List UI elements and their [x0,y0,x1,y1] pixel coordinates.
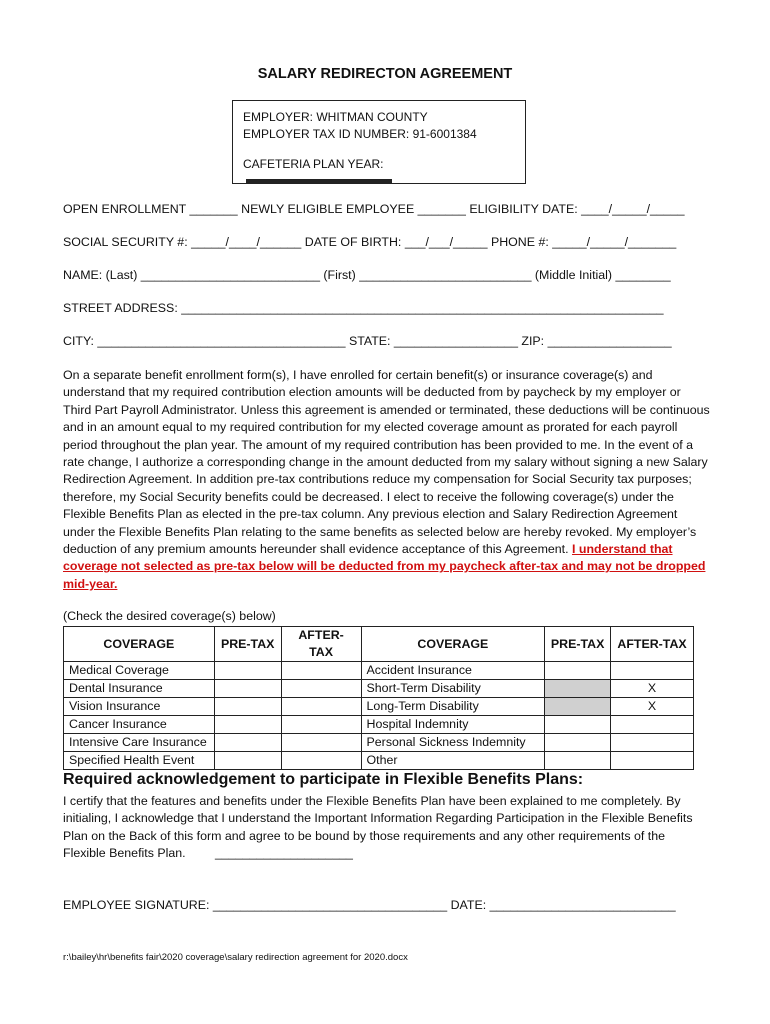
left-aftertax-checkbox[interactable] [281,662,361,680]
coverage-row [64,680,694,698]
street-address-line: STREET ADDRESS: ______________________________________________________________________ [63,301,664,315]
initial-blank[interactable]: ____________________ [215,846,353,861]
left-aftertax-checkbox[interactable] [281,680,361,698]
right-pretax-checkbox[interactable] [545,698,611,716]
right-aftertax-checkbox[interactable] [611,716,694,734]
plan-year-label: CAFETERIA PLAN YEAR: [243,157,384,171]
right-aftertax-checkbox[interactable] [611,662,694,680]
coverage-row [64,734,694,752]
coverage-instruction: (Check the desired coverage(s) below) [63,609,276,623]
left-pretax-checkbox[interactable] [214,662,281,680]
left-pretax-checkbox[interactable] [214,716,281,734]
col-header-aftertax: AFTER-TAX [611,627,694,662]
coverage-table [63,626,694,770]
right-aftertax-checkbox[interactable]: X [611,698,694,716]
right-pretax-checkbox[interactable] [545,716,611,734]
left-aftertax-checkbox[interactable] [281,752,361,770]
right-pretax-checkbox[interactable] [545,752,611,770]
right-aftertax-checkbox[interactable] [611,752,694,770]
file-path-footer: r:\bailey\hr\benefits fair\2020 coverage\salary redirection agreement for 2020.docx [63,952,408,963]
city-state-zip-line: CITY: ____________________________________ STATE: __________________ ZIP: __________________ [63,334,672,348]
coverage-right-label: Accident Insurance [361,662,545,680]
employer-info-box [232,100,526,184]
right-pretax-checkbox[interactable] [545,680,611,698]
coverage-right-label: Personal Sickness Indemnity [361,734,545,752]
coverage-left-label: Medical Coverage [64,662,215,680]
left-pretax-checkbox[interactable] [214,680,281,698]
col-header-coverage: COVERAGE [361,627,545,662]
col-header-pretax: PRE-TAX [214,627,281,662]
coverage-row [64,752,694,770]
left-aftertax-checkbox[interactable] [281,734,361,752]
agreement-text [63,367,711,593]
left-pretax-checkbox[interactable] [214,698,281,716]
coverage-left-label: Dental Insurance [64,680,215,698]
right-aftertax-checkbox[interactable] [611,734,694,752]
plan-year-row [243,156,525,190]
left-aftertax-checkbox[interactable] [281,716,361,734]
right-pretax-checkbox[interactable] [545,662,611,680]
coverage-left-label: Specified Health Event [64,752,215,770]
coverage-right-label: Long-Term Disability [361,698,545,716]
right-pretax-checkbox[interactable] [545,734,611,752]
employer-tax-id: EMPLOYER TAX ID NUMBER: 91-6001384 [243,127,477,141]
acknowledgement-paragraph: I certify that the features and benefits under the Flexible Benefits Plan have been explained to me completely. By initialing, I acknowledge that I understand the Important Information Regarding Participation in the Flexible Benefits Plan on the Back of this form and agree to be bound by those requirements and any other requirements of the Flexible Benefits Plan. [63,794,693,861]
coverage-right-label: Short-Term Disability [361,680,545,698]
coverage-row [64,698,694,716]
employer-name: EMPLOYER: WHITMAN COUNTY [243,110,428,124]
acknowledgement-heading: Required acknowledgement to participate in Flexible Benefits Plans: [63,771,584,788]
page-title: SALARY REDIRECTON AGREEMENT [257,66,513,82]
pretax-warning: I understand that coverage not selected as pre-tax below will be deducted from my paycheck after-tax and may not be dropped mid-year. [63,542,706,591]
col-header-pretax: PRE-TAX [545,627,611,662]
coverage-right-label: Hospital Indemnity [361,716,545,734]
name-line: NAME: (Last) __________________________ (First) _________________________ (Middle Initial) ________ [63,268,671,282]
coverage-row [64,716,694,734]
right-aftertax-checkbox[interactable]: X [611,680,694,698]
col-header-aftertax: AFTER-TAX [281,627,361,662]
coverage-left-label: Vision Insurance [64,698,215,716]
left-aftertax-checkbox[interactable] [281,698,361,716]
ssn-dob-phone-line: SOCIAL SECURITY #: _____/____/______ DATE OF BIRTH: ___/___/_____ PHONE #: _____/_____/_______ [63,235,677,249]
coverage-right-label: Other [361,752,545,770]
coverage-left-label: Cancer Insurance [64,716,215,734]
plan-year-redacted [246,179,392,183]
coverage-header-row [64,627,694,662]
signature-line: EMPLOYEE SIGNATURE: __________________________________ DATE: ___________________________ [63,898,676,912]
coverage-row [64,662,694,680]
coverage-left-label: Intensive Care Insurance [64,734,215,752]
left-pretax-checkbox[interactable] [214,734,281,752]
col-header-coverage: COVERAGE [64,627,215,662]
acknowledgement-text [63,793,711,863]
left-pretax-checkbox[interactable] [214,752,281,770]
enrollment-line: OPEN ENROLLMENT _______ NEWLY ELIGIBLE EMPLOYEE _______ ELIGIBILITY DATE: ____/_____/_____ [63,202,685,216]
agreement-paragraph: On a separate benefit enrollment form(s), I have enrolled for certain benefit(s) or insurance coverage(s) and understand that my required contribution election amounts will be deducted from by paycheck by my employer or Third Part Payroll Administrator. Unless this agreement is amended or terminated, these deductions will be continuous and in an amount equal to my required contribution for my elected coverage amount as prorated for each payroll period throughout the plan year. The amount of my required contribution has been provided to me. In the event of a rate change, I authorize a corresponding change in the amount deducted from my salary without signing a new Salary Redirection Agreement. In addition pre-tax contributions reduce my compensation for Social Security tax purposes; therefore, my Social Security benefits could be decreased. I elect to receive the following coverage(s) under the Flexible Benefits Plan as elected in the pre-tax column. Any previous election and Salary Redirection Agreement under the Flexible Benefits Plan relating to the same benefits as selected below are hereby revoked. My employer’s deduction of any premium amounts hereunder shall evidence acceptance of this Agreement. [63,368,710,557]
